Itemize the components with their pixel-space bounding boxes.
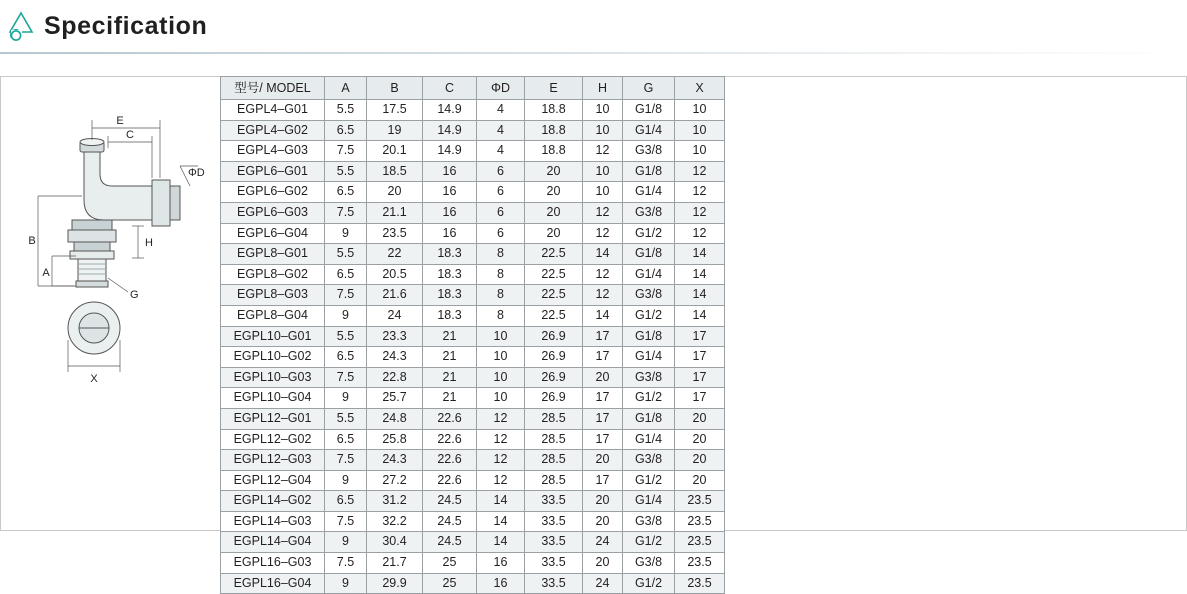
cell-g: G1/4 <box>623 491 675 512</box>
table-row <box>221 141 725 162</box>
cell-e: 18.8 <box>525 141 583 162</box>
cell-g: G3/8 <box>623 553 675 574</box>
cell-model: EGPL10–G04 <box>221 388 325 409</box>
cell-x: 17 <box>675 388 725 409</box>
dimension-label-e: E <box>116 115 124 127</box>
cell-b: 21.6 <box>367 285 423 306</box>
cell-g: G1/2 <box>623 223 675 244</box>
table-row <box>221 347 725 368</box>
cell-h: 14 <box>583 244 623 265</box>
cell-x: 10 <box>675 141 725 162</box>
cell-phi-d: 10 <box>477 347 525 368</box>
cell-a: 9 <box>325 388 367 409</box>
cell-phi-d: 6 <box>477 223 525 244</box>
cell-b: 32.2 <box>367 511 423 532</box>
dimension-label-x: X <box>90 373 98 385</box>
cell-phi-d: 16 <box>477 553 525 574</box>
cell-x: 23.5 <box>675 573 725 594</box>
cell-e: 28.5 <box>525 470 583 491</box>
cell-model: EGPL6–G04 <box>221 223 325 244</box>
page-header <box>0 0 1187 56</box>
cell-c: 24.5 <box>423 511 477 532</box>
cell-model: EGPL8–G01 <box>221 244 325 265</box>
cell-e: 33.5 <box>525 511 583 532</box>
cell-b: 18.5 <box>367 161 423 182</box>
cell-c: 14.9 <box>423 141 477 162</box>
content-frame-left-edge <box>0 76 1 531</box>
cell-h: 24 <box>583 532 623 553</box>
cell-model: EGPL12–G02 <box>221 429 325 450</box>
cell-model: EGPL10–G01 <box>221 326 325 347</box>
cell-b: 23.5 <box>367 223 423 244</box>
cell-a: 6.5 <box>325 264 367 285</box>
table-row <box>221 450 725 471</box>
cell-c: 22.6 <box>423 470 477 491</box>
column-header-model: 型号/ MODEL <box>221 77 325 100</box>
cell-h: 20 <box>583 491 623 512</box>
cell-h: 10 <box>583 120 623 141</box>
product-technical-drawing <box>12 90 212 410</box>
cell-phi-d: 12 <box>477 408 525 429</box>
cell-h: 10 <box>583 161 623 182</box>
cell-e: 26.9 <box>525 388 583 409</box>
cell-phi-d: 12 <box>477 450 525 471</box>
cell-g: G1/8 <box>623 161 675 182</box>
cell-g: G3/8 <box>623 367 675 388</box>
logo-mark-icon <box>8 12 34 42</box>
cell-h: 17 <box>583 347 623 368</box>
cell-h: 12 <box>583 223 623 244</box>
cell-b: 19 <box>367 120 423 141</box>
cell-c: 18.3 <box>423 244 477 265</box>
cell-h: 10 <box>583 100 623 121</box>
cell-g: G1/4 <box>623 120 675 141</box>
cell-h: 17 <box>583 470 623 491</box>
cell-model: EGPL6–G03 <box>221 202 325 223</box>
cell-x: 23.5 <box>675 553 725 574</box>
cell-b: 24.3 <box>367 347 423 368</box>
cell-e: 20 <box>525 182 583 203</box>
table-row <box>221 470 725 491</box>
cell-model: EGPL10–G02 <box>221 347 325 368</box>
cell-phi-d: 4 <box>477 141 525 162</box>
cell-h: 12 <box>583 264 623 285</box>
cell-c: 16 <box>423 223 477 244</box>
cell-e: 26.9 <box>525 347 583 368</box>
cell-a: 5.5 <box>325 100 367 121</box>
cell-g: G1/2 <box>623 388 675 409</box>
specification-table-container <box>220 76 725 594</box>
cell-a: 7.5 <box>325 367 367 388</box>
cell-c: 22.6 <box>423 408 477 429</box>
table-row <box>221 120 725 141</box>
cell-model: EGPL14–G03 <box>221 511 325 532</box>
cell-b: 29.9 <box>367 573 423 594</box>
cell-g: G1/8 <box>623 100 675 121</box>
cell-x: 14 <box>675 285 725 306</box>
cell-h: 20 <box>583 367 623 388</box>
cell-model: EGPL12–G03 <box>221 450 325 471</box>
column-header-b: B <box>367 77 423 100</box>
cell-b: 31.2 <box>367 491 423 512</box>
cell-g: G1/8 <box>623 326 675 347</box>
cell-x: 12 <box>675 182 725 203</box>
cell-b: 20 <box>367 182 423 203</box>
cell-model: EGPL4–G01 <box>221 100 325 121</box>
cell-x: 12 <box>675 202 725 223</box>
cell-g: G3/8 <box>623 202 675 223</box>
cell-e: 33.5 <box>525 553 583 574</box>
specification-table <box>220 76 725 594</box>
cell-c: 25 <box>423 573 477 594</box>
cell-e: 26.9 <box>525 326 583 347</box>
cell-x: 20 <box>675 450 725 471</box>
table-row <box>221 367 725 388</box>
cell-a: 7.5 <box>325 511 367 532</box>
cell-x: 17 <box>675 347 725 368</box>
cell-a: 6.5 <box>325 347 367 368</box>
cell-c: 14.9 <box>423 120 477 141</box>
cell-x: 23.5 <box>675 511 725 532</box>
table-row <box>221 532 725 553</box>
table-row <box>221 573 725 594</box>
cell-c: 21 <box>423 326 477 347</box>
cell-a: 7.5 <box>325 202 367 223</box>
cell-c: 18.3 <box>423 305 477 326</box>
column-header-g: G <box>623 77 675 100</box>
dimension-label-c: C <box>126 129 134 141</box>
cell-phi-d: 10 <box>477 326 525 347</box>
cell-c: 24.5 <box>423 532 477 553</box>
cell-c: 18.3 <box>423 264 477 285</box>
cell-phi-d: 8 <box>477 264 525 285</box>
cell-b: 30.4 <box>367 532 423 553</box>
cell-phi-d: 8 <box>477 305 525 326</box>
cell-x: 14 <box>675 244 725 265</box>
cell-phi-d: 8 <box>477 244 525 265</box>
cell-x: 12 <box>675 161 725 182</box>
cell-g: G3/8 <box>623 141 675 162</box>
cell-g: G3/8 <box>623 450 675 471</box>
cell-h: 17 <box>583 326 623 347</box>
cell-phi-d: 6 <box>477 161 525 182</box>
table-row <box>221 388 725 409</box>
cell-a: 9 <box>325 305 367 326</box>
column-header-x: X <box>675 77 725 100</box>
cell-g: G1/4 <box>623 347 675 368</box>
table-row <box>221 511 725 532</box>
cell-phi-d: 14 <box>477 532 525 553</box>
cell-e: 20 <box>525 202 583 223</box>
cell-e: 33.5 <box>525 573 583 594</box>
cell-x: 10 <box>675 100 725 121</box>
column-header-a: A <box>325 77 367 100</box>
cell-phi-d: 4 <box>477 100 525 121</box>
cell-g: G1/4 <box>623 182 675 203</box>
cell-a: 9 <box>325 470 367 491</box>
cell-h: 12 <box>583 141 623 162</box>
table-row <box>221 305 725 326</box>
cell-model: EGPL10–G03 <box>221 367 325 388</box>
cell-g: G1/4 <box>623 429 675 450</box>
cell-g: G1/2 <box>623 573 675 594</box>
cell-b: 25.7 <box>367 388 423 409</box>
cell-b: 24.8 <box>367 408 423 429</box>
column-header-c: C <box>423 77 477 100</box>
cell-model: EGPL8–G02 <box>221 264 325 285</box>
column-header-phi-d: ΦD <box>477 77 525 100</box>
dimension-label-a: A <box>42 267 50 279</box>
cell-b: 24.3 <box>367 450 423 471</box>
table-row <box>221 553 725 574</box>
cell-a: 7.5 <box>325 285 367 306</box>
cell-phi-d: 14 <box>477 491 525 512</box>
cell-x: 14 <box>675 305 725 326</box>
cell-e: 18.8 <box>525 120 583 141</box>
cell-a: 6.5 <box>325 120 367 141</box>
cell-model: EGPL6–G01 <box>221 161 325 182</box>
cell-e: 33.5 <box>525 491 583 512</box>
cell-e: 18.8 <box>525 100 583 121</box>
cell-h: 17 <box>583 388 623 409</box>
table-body <box>221 100 725 594</box>
cell-h: 10 <box>583 182 623 203</box>
cell-b: 27.2 <box>367 470 423 491</box>
cell-x: 20 <box>675 470 725 491</box>
table-row <box>221 326 725 347</box>
cell-x: 17 <box>675 326 725 347</box>
cell-h: 20 <box>583 450 623 471</box>
cell-b: 21.1 <box>367 202 423 223</box>
cell-g: G1/2 <box>623 470 675 491</box>
cell-e: 28.5 <box>525 429 583 450</box>
table-row <box>221 429 725 450</box>
cell-a: 5.5 <box>325 326 367 347</box>
cell-g: G3/8 <box>623 285 675 306</box>
cell-x: 23.5 <box>675 491 725 512</box>
cell-a: 7.5 <box>325 141 367 162</box>
cell-phi-d: 6 <box>477 202 525 223</box>
cell-h: 20 <box>583 553 623 574</box>
cell-phi-d: 12 <box>477 470 525 491</box>
cell-model: EGPL12–G04 <box>221 470 325 491</box>
cell-b: 21.7 <box>367 553 423 574</box>
table-row <box>221 202 725 223</box>
cell-b: 17.5 <box>367 100 423 121</box>
cell-model: EGPL14–G02 <box>221 491 325 512</box>
cell-a: 7.5 <box>325 553 367 574</box>
table-row <box>221 491 725 512</box>
cell-x: 20 <box>675 429 725 450</box>
table-row <box>221 100 725 121</box>
cell-g: G1/4 <box>623 264 675 285</box>
cell-a: 5.5 <box>325 244 367 265</box>
cell-h: 17 <box>583 429 623 450</box>
table-row <box>221 223 725 244</box>
cell-phi-d: 10 <box>477 388 525 409</box>
cell-b: 22 <box>367 244 423 265</box>
cell-h: 12 <box>583 202 623 223</box>
cell-h: 12 <box>583 285 623 306</box>
cell-model: EGPL4–G02 <box>221 120 325 141</box>
cell-c: 21 <box>423 388 477 409</box>
cell-e: 33.5 <box>525 532 583 553</box>
cell-h: 17 <box>583 408 623 429</box>
cell-model: EGPL6–G02 <box>221 182 325 203</box>
cell-c: 21 <box>423 347 477 368</box>
cell-a: 9 <box>325 223 367 244</box>
cell-g: G3/8 <box>623 511 675 532</box>
cell-a: 7.5 <box>325 450 367 471</box>
cell-h: 24 <box>583 573 623 594</box>
cell-b: 20.5 <box>367 264 423 285</box>
cell-b: 23.3 <box>367 326 423 347</box>
cell-x: 12 <box>675 223 725 244</box>
cell-g: G1/2 <box>623 532 675 553</box>
cell-e: 22.5 <box>525 305 583 326</box>
cell-a: 5.5 <box>325 161 367 182</box>
dimension-label-g: G <box>130 289 139 301</box>
cell-e: 20 <box>525 223 583 244</box>
cell-g: G1/8 <box>623 244 675 265</box>
cell-a: 6.5 <box>325 491 367 512</box>
cell-a: 6.5 <box>325 182 367 203</box>
cell-e: 26.9 <box>525 367 583 388</box>
cell-a: 9 <box>325 573 367 594</box>
table-row <box>221 285 725 306</box>
cell-b: 24 <box>367 305 423 326</box>
cell-x: 10 <box>675 120 725 141</box>
cell-a: 9 <box>325 532 367 553</box>
cell-phi-d: 10 <box>477 367 525 388</box>
cell-c: 14.9 <box>423 100 477 121</box>
dimension-label-h: H <box>145 237 153 249</box>
cell-x: 17 <box>675 367 725 388</box>
cell-b: 22.8 <box>367 367 423 388</box>
cell-h: 20 <box>583 511 623 532</box>
cell-model: EGPL16–G03 <box>221 553 325 574</box>
cell-e: 28.5 <box>525 450 583 471</box>
cell-b: 20.1 <box>367 141 423 162</box>
column-header-h: H <box>583 77 623 100</box>
cell-c: 25 <box>423 553 477 574</box>
cell-model: EGPL16–G04 <box>221 573 325 594</box>
cell-h: 14 <box>583 305 623 326</box>
cell-c: 16 <box>423 202 477 223</box>
cell-phi-d: 4 <box>477 120 525 141</box>
column-header-e: E <box>525 77 583 100</box>
table-row <box>221 182 725 203</box>
header-divider <box>0 52 1187 54</box>
cell-a: 6.5 <box>325 429 367 450</box>
table-header-row <box>221 77 725 100</box>
cell-model: EGPL4–G03 <box>221 141 325 162</box>
cell-e: 28.5 <box>525 408 583 429</box>
cell-c: 18.3 <box>423 285 477 306</box>
cell-x: 20 <box>675 408 725 429</box>
cell-c: 22.6 <box>423 450 477 471</box>
page-title: Specification <box>44 12 208 40</box>
cell-model: EGPL14–G04 <box>221 532 325 553</box>
cell-c: 16 <box>423 161 477 182</box>
table-row <box>221 408 725 429</box>
cell-model: EGPL12–G01 <box>221 408 325 429</box>
cell-phi-d: 12 <box>477 429 525 450</box>
cell-model: EGPL8–G03 <box>221 285 325 306</box>
table-row <box>221 264 725 285</box>
cell-c: 21 <box>423 367 477 388</box>
cell-phi-d: 14 <box>477 511 525 532</box>
cell-phi-d: 8 <box>477 285 525 306</box>
cell-e: 22.5 <box>525 264 583 285</box>
cell-e: 22.5 <box>525 244 583 265</box>
table-row <box>221 244 725 265</box>
cell-a: 5.5 <box>325 408 367 429</box>
cell-model: EGPL8–G04 <box>221 305 325 326</box>
cell-c: 22.6 <box>423 429 477 450</box>
dimension-label-b: B <box>28 235 36 247</box>
cell-e: 20 <box>525 161 583 182</box>
dimension-label-phi-d: ΦD <box>188 167 205 179</box>
table-row <box>221 161 725 182</box>
cell-c: 24.5 <box>423 491 477 512</box>
cell-e: 22.5 <box>525 285 583 306</box>
cell-g: G1/2 <box>623 305 675 326</box>
cell-g: G1/8 <box>623 408 675 429</box>
cell-c: 16 <box>423 182 477 203</box>
cell-x: 23.5 <box>675 532 725 553</box>
cell-x: 14 <box>675 264 725 285</box>
cell-phi-d: 16 <box>477 573 525 594</box>
cell-phi-d: 6 <box>477 182 525 203</box>
cell-b: 25.8 <box>367 429 423 450</box>
